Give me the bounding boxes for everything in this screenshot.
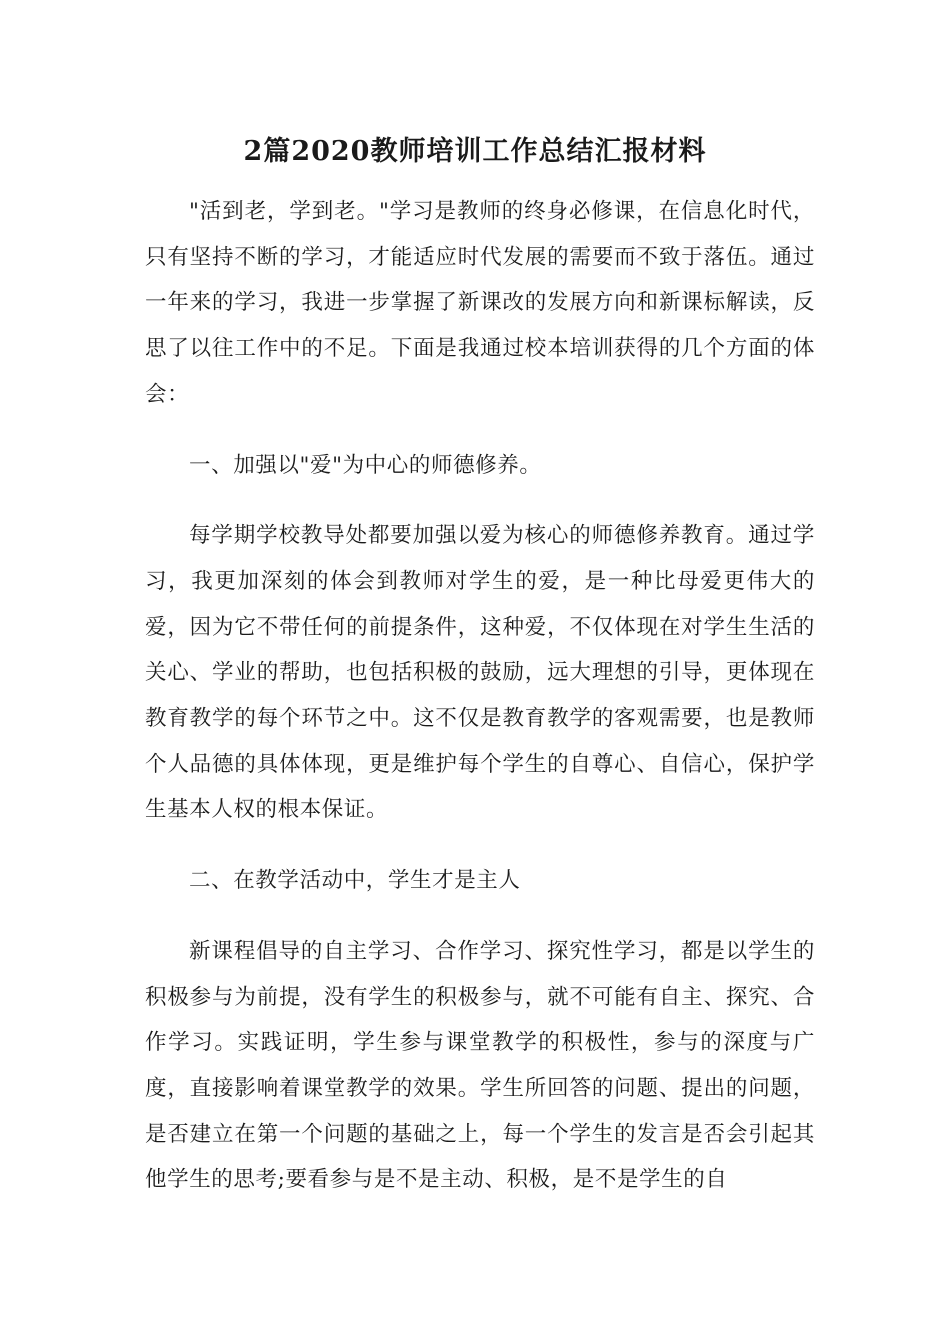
- intro-paragraph: "活到老，学到老。"学习是教师的终身必修课，在信息化时代，只有坚持不断的学习，才能适应时代发展的需要而不致于落伍。通过一年来的学习，我进一步掌握了新课改的发展方向和新课标解读，反思了以往工作中的不足。下面是我通过校本培训获得的几个方面的体会：: [145, 199, 815, 407]
- section-2-paragraph: 新课程倡导的自主学习、合作学习、探究性学习，都是以学生的积极参与为前提，没有学生的积极参与，就不可能有自主、探究、合作学习。实践证明，学生参与课堂教学的积极性，参与的深度与广度，直接影响着课堂教学的效果。学生所回答的问题、提出的问题，是否建立在第一个问题的基础之上，每一个学生的发言是否会引起其他学生的思考;要看参与是不是主动、积极，是不是学生的自: [145, 938, 815, 1193]
- document-body: [145, 189, 815, 1228]
- section-heading-2: 二、在教学活动中，学生才是主人: [189, 868, 521, 894]
- section-1-paragraph: 每学期学校教导处都要加强以爱为核心的师德修养教育。通过学习，我更加深刻的体会到教师对学生的爱，是一种比母爱更伟大的爱，因为它不带任何的前提条件，这种爱，不仅体现在对学生生活的关心、学业的帮助，也包括积极的鼓励，远大理想的引导，更体现在教育教学的每个环节之中。这不仅是教育教学的客观需要，也是教师个人品德的具体体现，更是维护每个学生的自尊心、自信心，保护学生基本人权的根本保证。: [145, 523, 815, 823]
- document-title: 2篇2020教师培训工作总结汇报材料: [243, 136, 707, 167]
- section-heading-1: 一、加强以"爱"为中心的师德修养。: [189, 452, 542, 478]
